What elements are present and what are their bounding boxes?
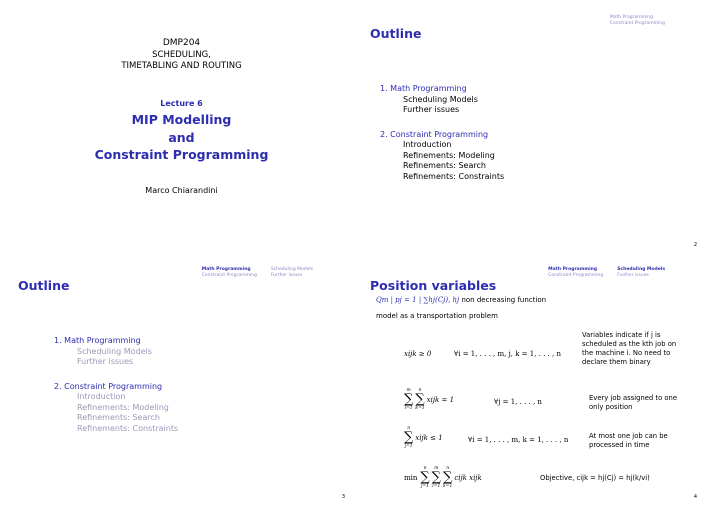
objective-function (404, 466, 482, 490)
nav-math-programming[interactable]: Math Programming (201, 267, 251, 272)
course-subtitle-line2: TIMETABLING AND ROUTING (121, 61, 242, 71)
constraint-nonneg-quantifier-text: ∀i = 1, . . . , m, j, k = 1, . . . , n (454, 350, 561, 358)
constraint-nonneg (404, 350, 431, 358)
problem-notation: Qm | pj = 1 | ∑hj(Cj), hj (376, 296, 460, 304)
nav-math-programming[interactable]: Math Programming (548, 267, 598, 272)
nav-constraint-programming[interactable]: Constraint Programming (201, 272, 257, 278)
problem-statement (376, 296, 546, 304)
page-number: 3 (341, 494, 345, 500)
page-number: 2 (693, 242, 697, 248)
constraint-capacity-quantifier-text: ∀i = 1, . . . , m, k = 1, . . . , n (468, 436, 569, 444)
outline-section-math[interactable]: 1. Math Programming (54, 336, 141, 345)
constraint-capacity-quantifier (468, 436, 568, 444)
frame-title: Outline (18, 278, 70, 293)
sum-symbol-i: m ∑ i=1 (431, 466, 441, 489)
problem-suffix: non decreasing function (461, 296, 547, 304)
objective-body: cijk xijk (454, 474, 482, 482)
sum-symbol-k: n ∑ k=1 (442, 466, 453, 489)
outline-item-refinements-constraints[interactable]: Refinements: Constraints (403, 171, 505, 181)
outline-item-further-issues[interactable]: Further issues (77, 357, 134, 366)
constraint-nonneg-math: xijk ≥ 0 (404, 350, 432, 358)
outline-item-refinements-constraints[interactable]: Refinements: Constraints (77, 423, 179, 433)
outline-item-refinements-modeling[interactable]: Refinements: Modeling (403, 150, 495, 160)
lecture-title-line2: and (168, 130, 195, 145)
slide-nav (610, 15, 665, 26)
outline-section-constraint[interactable]: 2. Constraint Programming (380, 129, 489, 139)
frame-title: Outline (370, 26, 422, 41)
nav-constraint-programming[interactable]: Constraint Programming (609, 20, 665, 26)
outline-list (54, 336, 178, 434)
outline-item-refinements-modeling[interactable]: Refinements: Modeling (77, 402, 169, 412)
author-name: Marco Chiarandini (145, 186, 218, 195)
constraint-assignment-quantifier (494, 398, 542, 406)
slide-nav (202, 267, 313, 278)
constraint-assignment-body: xijk = 1 (426, 396, 455, 404)
outline-item-scheduling-models[interactable]: Scheduling Models (403, 94, 478, 104)
note-variables: Variables indicate if j is scheduled as the kth job on the machine i. No need to declare them binary (582, 331, 677, 366)
nav-math-programming[interactable]: Math Programming (609, 15, 653, 20)
outline-item-scheduling-models[interactable]: Scheduling Models (77, 346, 152, 356)
slide-outline-math (10, 258, 353, 506)
nav-constraint-programming[interactable]: Constraint Programming (548, 272, 604, 278)
outline-list (380, 84, 504, 182)
frame-title: Position variables (370, 278, 497, 293)
sum-symbol-j: n ∑ j=1 (404, 426, 414, 449)
lecture-title-line1: MIP Modelling (131, 112, 232, 127)
outline-item-introduction[interactable]: Introduction (403, 140, 452, 149)
outline-item-refinements-search[interactable]: Refinements: Search (403, 161, 486, 170)
slide-title-page (10, 6, 353, 254)
constraint-assignment-quantifier-text: ∀j = 1, . . . , n (494, 398, 542, 406)
sum-symbol-k: n ∑ k=1 (415, 388, 425, 411)
slide-position-variables (362, 258, 705, 506)
constraint-nonneg-quantifier (454, 350, 561, 358)
outline-section-constraint[interactable]: 2. Constraint Programming (54, 381, 163, 391)
note-objective: Objective, cijk = hj(Cj) = hj(k/vi) (540, 474, 650, 482)
outline-item-refinements-search[interactable]: Refinements: Search (77, 413, 160, 422)
nav-further-issues[interactable]: Further issues (617, 272, 649, 278)
nav-scheduling-models[interactable]: Scheduling Models (270, 267, 313, 272)
page-number: 4 (693, 494, 697, 500)
note-capacity: At most one job can be processed in time (589, 432, 668, 449)
slide-nav (548, 267, 665, 278)
lecture-number: Lecture 6 (160, 99, 203, 108)
constraint-assignment (404, 388, 454, 412)
constraint-capacity-body: xijk ≤ 1 (415, 434, 443, 442)
sum-symbol-j: n ∑ j=1 (420, 466, 430, 489)
slide-outline (362, 6, 705, 254)
sum-symbol-i: m ∑ i=1 (404, 388, 414, 411)
note-assignment: Every job assigned to one only position (589, 394, 678, 411)
nav-further-issues[interactable]: Further issues (270, 272, 303, 278)
outline-item-introduction[interactable]: Introduction (77, 392, 126, 401)
course-code: DMP204 (162, 38, 201, 48)
outline-item-further-issues[interactable]: Further issues (403, 105, 460, 114)
model-line: model as a transportation problem (376, 312, 498, 320)
constraint-capacity (404, 426, 443, 450)
lecture-title-line3: Constraint Programming (94, 147, 269, 162)
course-subtitle-line1: SCHEDULING, (152, 50, 211, 60)
nav-scheduling-models[interactable]: Scheduling Models (617, 267, 665, 272)
objective-min: min (404, 474, 418, 482)
outline-section-math[interactable]: 1. Math Programming (380, 84, 467, 93)
